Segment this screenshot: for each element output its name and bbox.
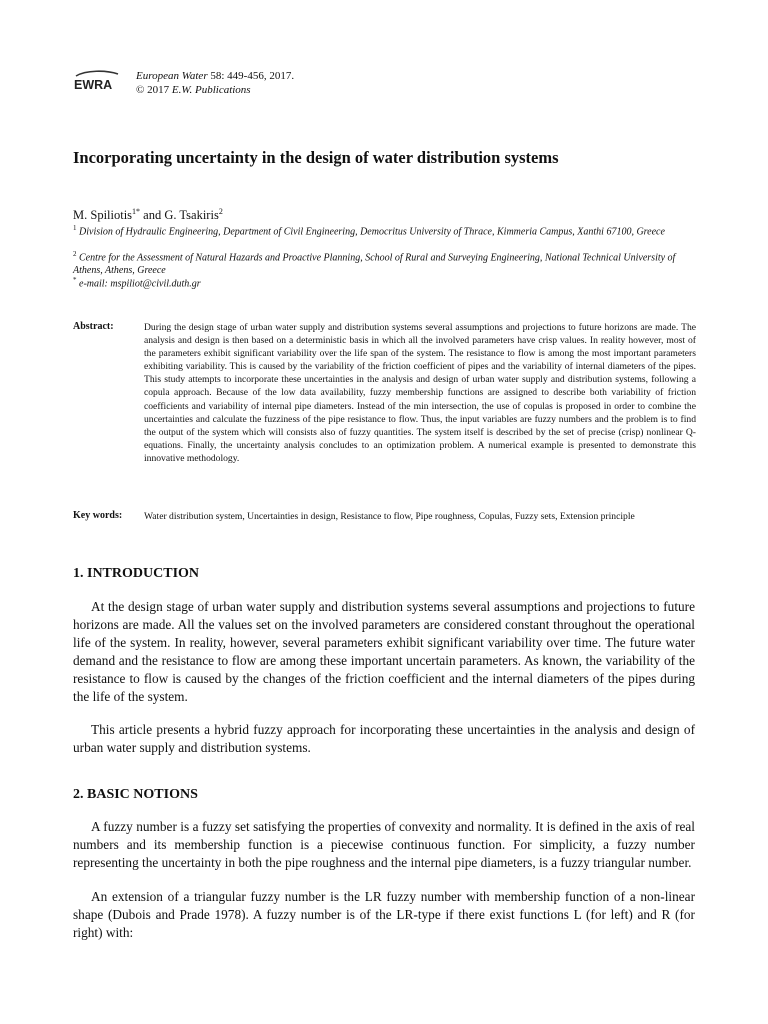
author-conjunction: and bbox=[143, 208, 162, 223]
email-marker: * bbox=[73, 276, 77, 284]
ewra-logo bbox=[72, 70, 124, 92]
author-1: M. Spiliotis bbox=[73, 208, 133, 223]
affiliation-2 bbox=[73, 248, 703, 277]
affiliation-2-text: Centre for the Assessment of Natural Hazards and Proactive Planning, School of Rural and Surveying Engineering, National Technical University of Athens, Athens, Greece bbox=[73, 252, 676, 277]
keywords-label: Key words: bbox=[73, 510, 123, 521]
author-line bbox=[73, 204, 223, 223]
keywords-text: Water distribution system, Uncertainties in design, Resistance to flow, Pipe roughness, Copulas, Fuzzy sets, Extension principle bbox=[144, 511, 635, 522]
paragraph-text: An extension of a triangular fuzzy number is the LR fuzzy number with membership function of a non-linear shape (Dubois and Prade 1978). A fuzzy number is of the LR-type if there exist functions L (for left) and R (for right) with: bbox=[73, 889, 695, 940]
author-2: G. Tsakiris bbox=[164, 208, 219, 223]
abstract-text: During the design stage of urban water supply and distribution systems several assumptions and projections to future horizons are made. The analysis and design is then based on a deterministic basis in which all the involved parameters have crisp values. In reality however, most of the parameters exhibit significant variability over the life span of the system. The resistance to flow is among the most important parameters exhibiting variability. This is caused by the variability of the friction coefficient of pipes and the variability of internal diameters of the pipes. This study attempts to incorporate these uncertainties in the analysis and design of urban water supply and distribution systems, following a copula approach. Because of the low data availability, fuzzy membership functions are assigned to describe both variability of friction coefficients and variability of internal pipe diameters. Instead of the min intersection, the use of copulas is proposed in order to combine the uncertainties and calculate the fuzziness of the pipe resistance to flow. Thus, the input variables are fuzzy numbers and the problem is to find the output of the system which will consists also of fuzzy quantities. The system itself is described by the set of precise (crisp) nonlinear Q-equations. Finally, the uncertainty analysis concludes to an optimization problem. A numerical example is presented to demonstrate this innovative methodology. bbox=[144, 322, 696, 464]
copyright-year: 2017 bbox=[147, 84, 170, 96]
affiliation-1-marker: 1 bbox=[73, 224, 77, 232]
journal-citation: 58: 449-456, 2017. bbox=[210, 70, 295, 82]
abstract-label: Abstract: bbox=[73, 321, 114, 332]
paragraph bbox=[73, 818, 695, 872]
copyright-symbol: © bbox=[136, 84, 145, 96]
paragraph bbox=[73, 598, 695, 705]
affiliation-2-marker: 2 bbox=[73, 250, 77, 258]
section-heading-basic-notions: 2. BASIC NOTIONS bbox=[73, 787, 198, 802]
paragraph bbox=[73, 888, 695, 942]
author-1-marker: 1* bbox=[132, 207, 141, 216]
journal-header bbox=[136, 69, 294, 97]
logo-text: EWRA bbox=[74, 78, 113, 92]
affiliation-1-text: Division of Hydraulic Engineering, Department of Civil Engineering, Democritus University of Thrace, Kimmeria Campus, Xanthi 67100, Greece bbox=[79, 226, 665, 238]
paper-title: Incorporating uncertainty in the design of water distribution systems bbox=[73, 148, 559, 167]
publisher: E.W. Publications bbox=[171, 84, 251, 96]
journal-citation-line bbox=[136, 69, 294, 83]
paragraph-text: A fuzzy number is a fuzzy set satisfying the properties of convexity and normality. It is defined in the axis of real numbers and its membership function is a piecewise continuous function. For simplicity, a fuzzy number representing the uncertainty in both the pipe roughness and the internal pipe diameters, is a fuzzy triangular number. bbox=[73, 819, 695, 870]
email-text: e-mail: mspiliot@civil.duth.gr bbox=[79, 278, 201, 290]
affiliation-1 bbox=[73, 222, 703, 238]
copyright-line bbox=[136, 83, 294, 97]
paragraph bbox=[73, 721, 695, 757]
paragraph-text: This article presents a hybrid fuzzy approach for incorporating these uncertainties in the analysis and design of urban water supply and distribution systems. bbox=[73, 722, 695, 755]
corresponding-email bbox=[73, 274, 703, 290]
author-2-marker: 2 bbox=[218, 207, 223, 216]
paragraph-text: At the design stage of urban water supply and distribution systems several assumptions and projections to future horizons are made. All the values set on the involved parameters are considered constant throughout the operational life of the system. In reality, however, several parameters exhibit significant variability over time. The future water demand and the resistance to flow are among these important uncertain parameters. As known, the variability of the resistance to flow is caused by the changes of the friction coefficient and the internal diameters of the pipes during the life of the system. bbox=[73, 599, 695, 704]
section-heading-introduction: 1. INTRODUCTION bbox=[73, 566, 200, 581]
journal-name: European Water bbox=[136, 70, 208, 82]
